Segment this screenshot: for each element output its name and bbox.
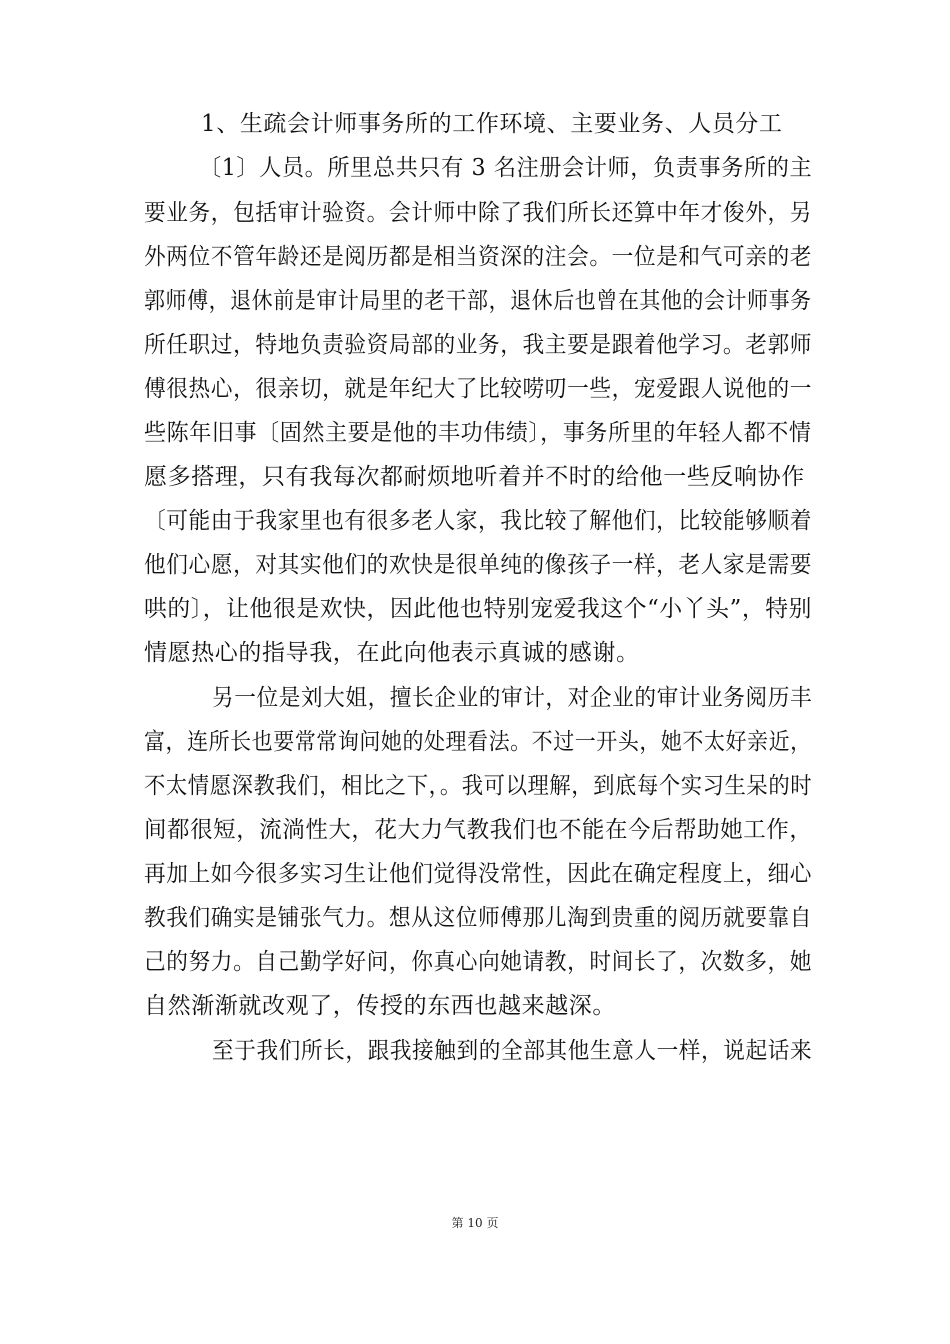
paragraph-line: 情愿热心的指导我，在此向他表示真诚的感谢。 <box>144 640 640 666</box>
paragraph-line: 再加上如今很多实习生让他们觉得没常性，因此在确定程度上，细心 <box>144 861 812 887</box>
paragraph-line: 哄的〕，让他很是欢快，因此他也特别宠爱我这个“小丫头”，特别 <box>144 596 813 622</box>
paragraph-line: 富，连所长也要常常询问她的处理看法。不过一开头，她不太好亲近， <box>144 729 812 755</box>
paragraph-line: 〔可能由于我家里也有很多老人家，我比较了解他们，比较能够顺着 <box>144 508 812 534</box>
paragraph-line: 间都很短，流淌性大，花大力气教我们也不能在今后帮助她工作， <box>144 817 813 843</box>
paragraph-line: 教我们确实是铺张气力。想从这位师傅那儿淘到贵重的阅历就要靠自 <box>144 905 812 931</box>
paragraph-line: 不太情愿深教我们，相比之下，。我可以理解，到底每个实习生呆的时 <box>144 773 813 799</box>
paragraph-line: 要业务，包括审计验资。会计师中除了我们所长还算中年才俊外，另 <box>144 200 812 226</box>
paragraph-line: 愿多搭理，只有我每次都耐烦地听着并不时的给他一些反响协作 <box>144 464 805 490</box>
paragraph-line: 〔1〕人员。所里总共只有 3 名注册会计师，负责事务所的主 <box>199 155 813 181</box>
paragraph-line: 傅很热心，很亲切，就是年纪大了比较唠叨一些，宠爱跟人说他的一 <box>144 376 812 402</box>
paragraph-line: 他们心愿，对其实他们的欢快是很单纯的像孩子一样，老人家是需要 <box>144 552 812 578</box>
paragraph-line: 己的努力。自己勤学好问，你真心向她请教，时间长了，次数多，她 <box>144 949 812 975</box>
paragraph-line: 外两位不管年龄还是阅历都是相当资深的注会。一位是和气可亲的老 <box>144 244 812 270</box>
page-number: 第 10 页 <box>451 1216 499 1230</box>
section-heading: 1、生疏会计师事务所的工作环境、主要业务、人员分工 <box>201 111 783 137</box>
paragraph-line: 自然渐渐就改观了，传授的东西也越来越深。 <box>144 993 616 1019</box>
paragraph-line: 所任职过，特地负责验资局部的业务，我主要是跟着他学习。老郭师 <box>144 332 812 358</box>
paragraph-line: 另一位是刘大姐，擅长企业的审计，对企业的审计业务阅历丰 <box>212 685 813 711</box>
paragraph-line: 郭师傅，退休前是审计局里的老干部，退休后也曾在其他的会计师事务 <box>144 288 812 314</box>
paragraph-line: 些陈年旧事〔固然主要是他的丰功伟绩〕，事务所里的年轻人都不情 <box>144 420 812 446</box>
paragraph-line: 至于我们所长，跟我接触到的全部其他生意人一样，说起话来 <box>212 1038 813 1064</box>
